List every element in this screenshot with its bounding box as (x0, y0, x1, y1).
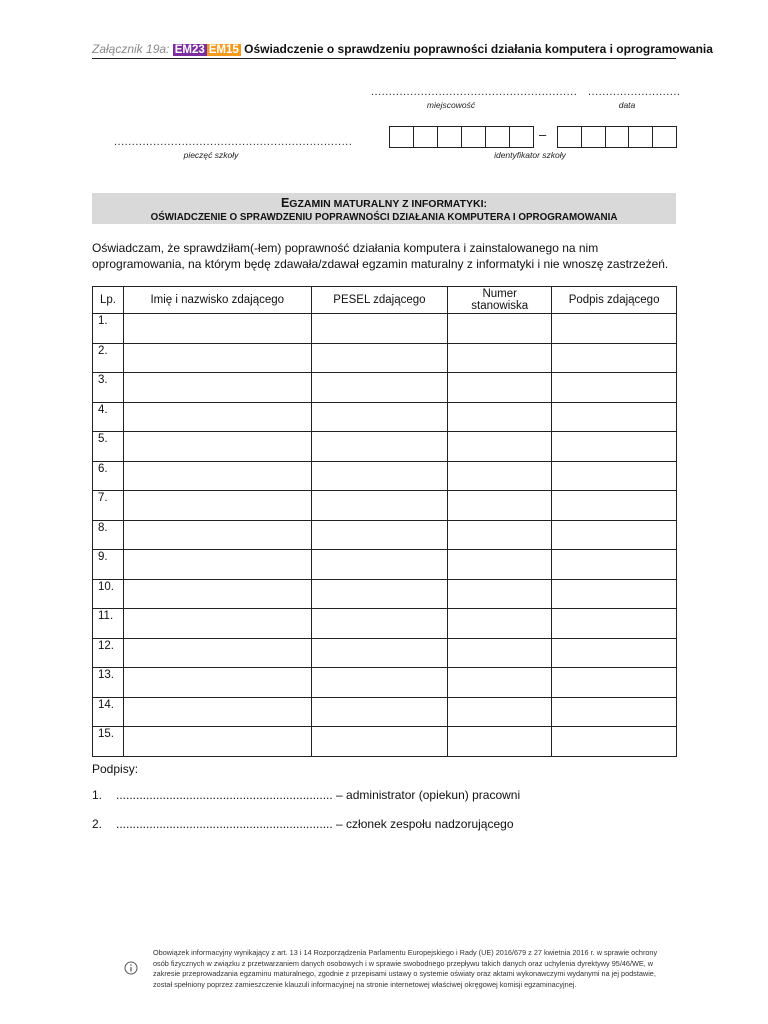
pesel-cell[interactable] (311, 550, 448, 580)
pesel-cell[interactable] (311, 343, 448, 373)
name-cell[interactable] (123, 373, 311, 403)
signature-cell[interactable] (552, 402, 677, 432)
signature-cell[interactable] (552, 314, 677, 344)
table-row (93, 432, 677, 462)
table-row (93, 491, 677, 521)
signature-dots[interactable]: ................................................................. (116, 788, 333, 802)
col-header-name: Imię i nazwisko zdającego (123, 287, 311, 314)
signature-cell[interactable] (552, 579, 677, 609)
pesel-cell[interactable] (311, 402, 448, 432)
station-cell[interactable] (448, 314, 552, 344)
table-row (93, 343, 677, 373)
document-header (92, 42, 713, 56)
name-cell[interactable] (123, 402, 311, 432)
header-divider (92, 58, 676, 59)
signature-number: 1. (92, 788, 103, 802)
school-stamp-field[interactable]: ................................................................... (114, 136, 353, 148)
col-header-station: Numer stanowiska (448, 287, 552, 314)
row-number: 13. (93, 668, 124, 698)
row-number: 12. (93, 638, 124, 668)
pesel-cell[interactable] (311, 668, 448, 698)
station-cell[interactable] (448, 609, 552, 639)
signatures-title: Podpisy: (92, 762, 139, 776)
table-row (93, 609, 677, 639)
signature-cell[interactable] (552, 697, 677, 727)
table-header-row (93, 287, 677, 314)
pesel-cell[interactable] (311, 638, 448, 668)
document-title: Oświadczenie o sprawdzeniu poprawności działania komputera i oprogramowania (244, 42, 713, 56)
signature-role: – członek zespołu nadzorującego (332, 817, 514, 831)
name-cell[interactable] (123, 727, 311, 757)
info-icon (124, 961, 138, 975)
signature-cell[interactable] (552, 727, 677, 757)
pesel-cell[interactable] (311, 727, 448, 757)
badge-em15: EM15 (208, 44, 239, 56)
school-id-boxes-left[interactable] (389, 126, 534, 148)
place-caption: miejscowość (426, 100, 476, 110)
col-header-signature: Podpis zdającego (552, 287, 677, 314)
row-number: 7. (93, 491, 124, 521)
station-cell[interactable] (448, 638, 552, 668)
signature-cell[interactable] (552, 668, 677, 698)
signature-cell[interactable] (552, 373, 677, 403)
station-cell[interactable] (448, 373, 552, 403)
name-cell[interactable] (123, 609, 311, 639)
table-row (93, 668, 677, 698)
table-row (93, 520, 677, 550)
pesel-cell[interactable] (311, 520, 448, 550)
pesel-cell[interactable] (311, 491, 448, 521)
signature-cell[interactable] (552, 550, 677, 580)
name-cell[interactable] (123, 579, 311, 609)
name-cell[interactable] (123, 343, 311, 373)
name-cell[interactable] (123, 432, 311, 462)
name-cell[interactable] (123, 461, 311, 491)
exam-title-rest: GZAMIN MATURALNY Z INFORMATYKI: (289, 198, 488, 210)
pesel-cell[interactable] (311, 314, 448, 344)
station-cell[interactable] (448, 520, 552, 550)
date-field[interactable]: .......................... (588, 86, 681, 98)
signature-line-2[interactable] (92, 817, 514, 831)
name-cell[interactable] (123, 314, 311, 344)
signature-cell[interactable] (552, 609, 677, 639)
station-cell[interactable] (448, 432, 552, 462)
station-cell[interactable] (448, 727, 552, 757)
row-number: 2. (93, 343, 124, 373)
date-caption: data (618, 100, 636, 110)
table-row (93, 697, 677, 727)
station-cell[interactable] (448, 550, 552, 580)
pesel-cell[interactable] (311, 461, 448, 491)
row-number: 6. (93, 461, 124, 491)
table-row (93, 550, 677, 580)
school-id-boxes-right[interactable] (557, 126, 677, 148)
row-number: 11. (93, 609, 124, 639)
signature-cell[interactable] (552, 461, 677, 491)
row-number: 9. (93, 550, 124, 580)
table-row (93, 638, 677, 668)
row-number: 5. (93, 432, 124, 462)
signature-line-1[interactable] (92, 788, 520, 802)
school-id-dash: – (539, 127, 547, 142)
badge-em23: EM23 (174, 44, 205, 56)
pesel-cell[interactable] (311, 579, 448, 609)
name-cell[interactable] (123, 520, 311, 550)
table-row (93, 402, 677, 432)
school-stamp-caption: pieczęć szkoły (183, 150, 239, 160)
signature-cell[interactable] (552, 491, 677, 521)
pesel-cell[interactable] (311, 432, 448, 462)
school-id-caption: identyfikator szkoły (494, 150, 566, 160)
table-row (93, 727, 677, 757)
signature-cell[interactable] (552, 343, 677, 373)
row-number: 4. (93, 402, 124, 432)
gdpr-footnote: Obowiązek informacyjny wynikający z art. 13 i 14 Rozporządzenia Parlamentu Europejskiego i Rady (UE) 2016/679 z 27 kwietnia 2016 r. w sprawie ochrony osób fizycznych w związku z przetwarzaniem danych osobowych i w sprawie swobodnego przepływu takich danych oraz uchylenia dyrektywy 95/46/WE, w zakresie przeprowadzania egzaminu maturalnego, zgodnie z przepisami ustawy o systemie oświaty oraz aktami wykonawczymi wydanymi na jej podstawie, został spełniony poprzez zamieszczenie klauzuli informacyjnej na stronie internetowej właściwej okręgowej komisji egzaminacyjnej. (153, 948, 658, 989)
row-number: 15. (93, 727, 124, 757)
name-cell[interactable] (123, 491, 311, 521)
name-cell[interactable] (123, 668, 311, 698)
signature-cell[interactable] (552, 432, 677, 462)
table-row (93, 461, 677, 491)
name-cell[interactable] (123, 638, 311, 668)
exam-title (92, 193, 676, 210)
section-title-band (92, 193, 676, 224)
signature-role: – administrator (opiekun) pracowni (332, 788, 521, 802)
pesel-cell[interactable] (311, 697, 448, 727)
station-cell[interactable] (448, 343, 552, 373)
place-field[interactable]: .......................................................... (371, 86, 578, 98)
table-row (93, 373, 677, 403)
station-cell[interactable] (448, 402, 552, 432)
row-number: 10. (93, 579, 124, 609)
pesel-cell[interactable] (311, 373, 448, 403)
row-number: 14. (93, 697, 124, 727)
table-row (93, 579, 677, 609)
station-cell[interactable] (448, 697, 552, 727)
declaration-text: Oświadczam, że sprawdziłam(-łem) poprawność działania komputera i zainstalowanego na nim oprogramowania, na którym będę zdawała/zdawał egzamin maturalny z informatyki i nie wnoszę zastrzeżeń. (92, 241, 669, 271)
col-header-lp: Lp. (93, 287, 124, 314)
station-cell[interactable] (448, 668, 552, 698)
station-cell[interactable] (448, 579, 552, 609)
signature-cell[interactable] (552, 520, 677, 550)
station-cell[interactable] (448, 491, 552, 521)
signature-number: 2. (92, 817, 103, 831)
students-table (92, 286, 677, 757)
exam-title-initial: E (280, 196, 290, 210)
row-number: 3. (93, 373, 124, 403)
attachment-label: Załącznik 19a: (92, 42, 170, 56)
signature-cell[interactable] (552, 638, 677, 668)
row-number: 1. (93, 314, 124, 344)
statement-title: OŚWIADCZENIE O SPRAWDZENIU POPRAWNOŚCI DZIAŁANIA KOMPUTERA I OPROGRAMOWANIA (150, 212, 618, 223)
station-cell[interactable] (448, 461, 552, 491)
signature-dots[interactable]: ................................................................. (116, 817, 333, 831)
table-row (93, 314, 677, 344)
name-cell[interactable] (123, 697, 311, 727)
row-number: 8. (93, 520, 124, 550)
name-cell[interactable] (123, 550, 311, 580)
pesel-cell[interactable] (311, 609, 448, 639)
col-header-pesel: PESEL zdającego (311, 287, 448, 314)
